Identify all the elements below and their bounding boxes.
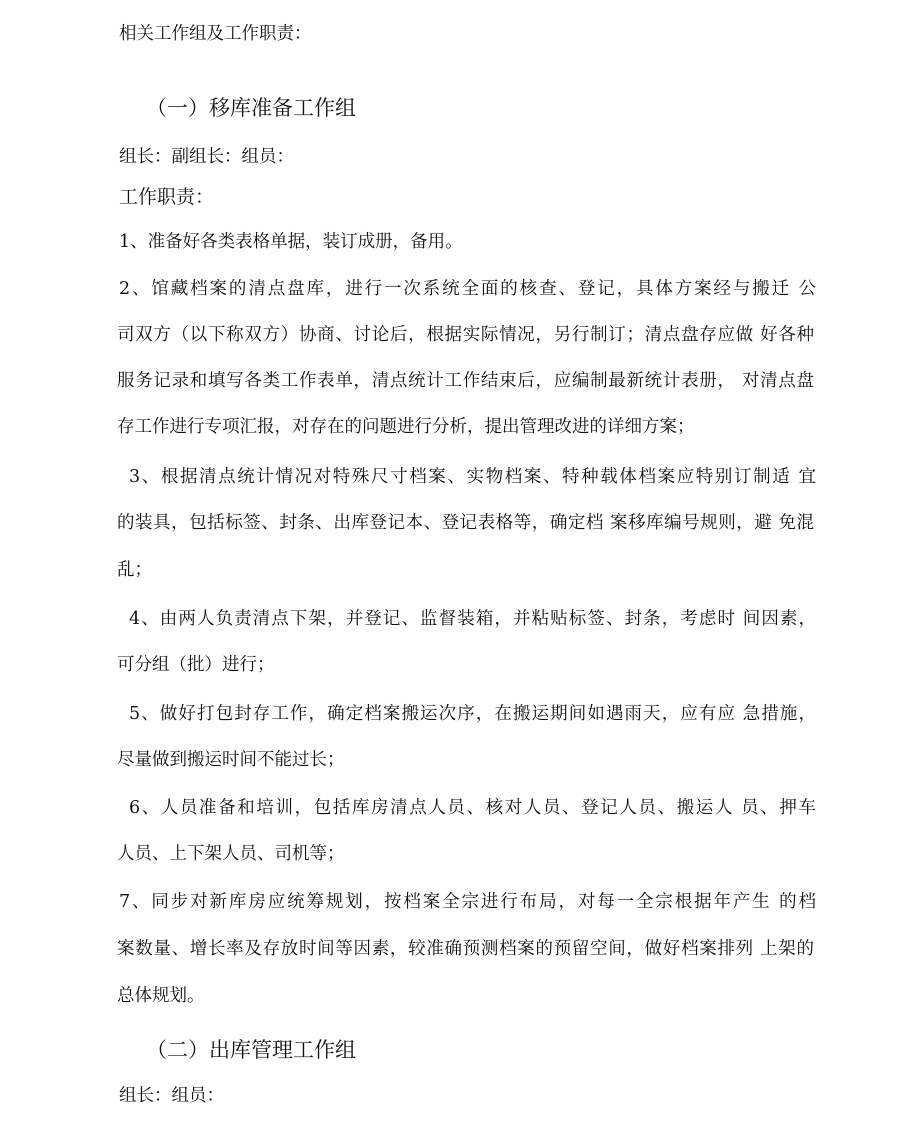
section-1-title: （一）移库准备工作组 (146, 96, 356, 120)
duty-item-6-line-2: 人员、上下架人员、司机等； (117, 844, 345, 864)
duty-item-5-line-2: 尽量做到搬运时间不能过长； (117, 750, 345, 770)
duty-item-7-line-3: 总体规划。 (117, 986, 205, 1006)
duty-item-7-line-1: 7、同步对新库房应统筹规划，按档案全宗进行布局，对每一全宗根据年产生 的档 (119, 892, 816, 912)
duty-item-2-line-4: 存工作进行专项汇报，对存在的问题进行分析，提出管理改进的详细方案； (117, 417, 695, 437)
duty-item-2-line-2: 司双方（以下称双方）协商、讨论后，根据实际情况，另行制订；清点盘存应做 好各种 (117, 325, 814, 345)
duty-item-4-line-2: 可分组（批）进行； (117, 655, 275, 675)
section-2-members: 组长：组员： (119, 1086, 224, 1106)
duty-item-3-line-2: 的装具，包括标签、封条、出库登记本、登记表格等，确定档 案移库编号规则，避 免混 (117, 513, 814, 533)
duty-item-1-line-1: 1、准备好各类表格单据，装订成册，备用。 (119, 232, 463, 252)
duty-item-2-line-3: 服务记录和填写各类工作表单，清点统计工作结束后，应编制最新统计表册， 对清点盘 (117, 371, 814, 391)
duties-label: 工作职责： (119, 186, 215, 208)
duty-item-3-line-1: 3、根据清点统计情况对特殊尺寸档案、实物档案、特种载体档案应特别订制适 宜 (129, 467, 816, 487)
duty-item-6-line-1: 6、人员准备和培训，包括库房清点人员、核对人员、登记人员、搬运人 员、押车 (129, 798, 816, 818)
duty-item-5-line-1: 5、做好打包封存工作，确定档案搬运次序，在搬运期间如遇雨天，应有应 急措施， (129, 704, 816, 724)
duty-item-4-line-1: 4、由两人负责清点下架，并登记、监督装箱，并粘贴标签、封条，考虑时 间因素， (129, 609, 816, 629)
duty-item-7-line-2: 案数量、增长率及存放时间等因素，较准确预测档案的预留空间，做好档案排列 上架的 (117, 939, 814, 959)
duty-item-3-line-3: 乱； (117, 560, 152, 580)
section-2-title: （二）出库管理工作组 (146, 1038, 356, 1062)
section-1-members: 组长：副组长：组员： (119, 147, 294, 167)
duty-item-2-line-1: 2、馆藏档案的清点盘库，进行一次系统全面的核查、登记，具体方案经与搬迁 公 (119, 279, 816, 299)
intro-text: 相关工作组及工作职责： (119, 24, 312, 44)
